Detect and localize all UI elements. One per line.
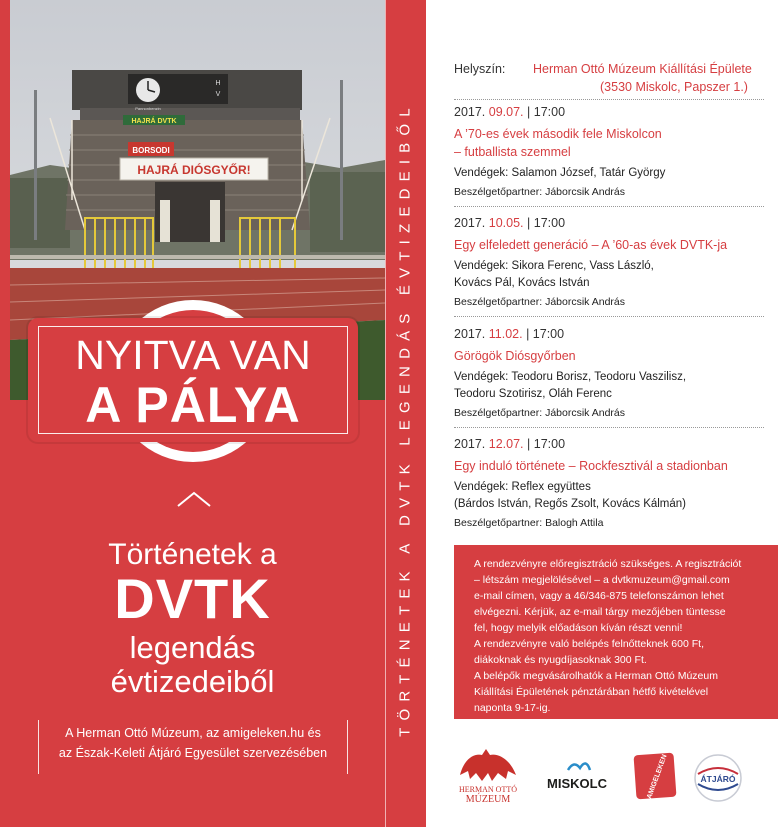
event-time: | 17:00 bbox=[527, 437, 566, 451]
event-guests: (Bárdos István, Regős Zsolt, Kovács Kálmán) bbox=[454, 498, 687, 510]
badge-title-line1: NYITVA VAN bbox=[75, 332, 311, 378]
herman-otto-muzeum-logo bbox=[452, 745, 524, 805]
registration-info-box bbox=[454, 545, 778, 719]
atjaro-logo bbox=[692, 752, 744, 804]
organizer-line2: az Észak-Keleti Átjáró Egyesület szervezésében bbox=[58, 746, 328, 760]
miskolc-logo bbox=[538, 756, 616, 794]
event-day: 12.07. bbox=[488, 437, 524, 451]
atjaro-logo-text: ÁTJÁRÓ bbox=[700, 774, 736, 784]
divider bbox=[454, 206, 764, 207]
partner-name: Jáborcsik András bbox=[545, 296, 626, 308]
chevron-up-icon bbox=[176, 490, 212, 508]
event-date bbox=[454, 105, 774, 125]
event-year: 2017. bbox=[454, 105, 486, 119]
event-date bbox=[454, 437, 774, 457]
program-panel bbox=[426, 0, 780, 827]
event-item bbox=[454, 437, 774, 531]
amigeleken-logo bbox=[633, 752, 677, 800]
venue-name: Herman Ottó Múzeum Kiállítási Épülete bbox=[533, 62, 752, 76]
badge-title-line2: A PÁLYA bbox=[85, 377, 301, 433]
event-year: 2017. bbox=[454, 216, 486, 230]
divider bbox=[454, 316, 764, 317]
divider bbox=[454, 99, 764, 100]
partner-name: Balogh Attila bbox=[545, 517, 604, 529]
info-line: naponta 9-17-ig. bbox=[474, 702, 551, 714]
event-guests: Vendégek: Sikora Ferenc, Vass László, bbox=[454, 260, 654, 272]
divider bbox=[454, 427, 764, 428]
info-line: elvégezni. Kérjük, az e-mail tárgy mezőjében tüntesse bbox=[474, 606, 726, 618]
event-guests: Kovács Pál, Kovács István bbox=[454, 277, 590, 289]
subtitle-line4: évtizedeiből bbox=[110, 664, 275, 699]
venue-address: (3530 Miskolc, Papszer 1.) bbox=[600, 80, 748, 94]
event-title-line: Görögök Diósgyőrben bbox=[454, 349, 576, 363]
info-line: A rendezvényre előregisztráció szükséges. A regisztrációt bbox=[474, 558, 742, 570]
organizer-line1: A Herman Ottó Múzeum, az amigeleken.hu és bbox=[65, 726, 321, 740]
poster-left-panel bbox=[0, 0, 385, 827]
partner-name: Jáborcsik András bbox=[545, 186, 626, 198]
event-item bbox=[454, 327, 774, 421]
event-guests: Vendégek: Teodoru Borisz, Teodoru Vaszilisz, bbox=[454, 371, 687, 383]
event-partner bbox=[454, 515, 774, 531]
event-title-line: – futballista szemmel bbox=[454, 145, 571, 159]
partner-label: Beszélgetőpartner: bbox=[454, 296, 543, 308]
info-line: fel, hogy melyik előadáson kíván részt venni! bbox=[474, 622, 683, 634]
info-line: diákoknak és nyugdíjasoknak 300 Ft. bbox=[474, 654, 647, 666]
partner-label: Beszélgetőpartner: bbox=[454, 186, 543, 198]
info-line: – létszám megjelölésével – a dvtkmuzeum@gmail.com bbox=[474, 574, 730, 586]
info-line: A belépők megvásárolhatók a Herman Ottó Múzeum bbox=[474, 670, 718, 682]
hv-sign-v: V bbox=[215, 91, 221, 98]
event-date bbox=[454, 216, 774, 236]
event-guests: Vendégek: Salamon József, Tatár György bbox=[454, 167, 666, 179]
event-time: | 17:00 bbox=[526, 327, 565, 341]
event-date bbox=[454, 327, 774, 347]
event-time: | 17:00 bbox=[527, 216, 566, 230]
vertical-title: TÖRTÉNETEK A DVTK LEGENDÁS ÉVTIZEDEIBŐL bbox=[396, 101, 414, 737]
event-item bbox=[454, 216, 774, 310]
hajra-small-sign: HAJRÁ DVTK bbox=[131, 118, 177, 125]
partner-label: Beszélgetőpartner: bbox=[454, 517, 543, 529]
miskolc-logo-text: MISKOLC bbox=[547, 776, 607, 791]
event-item bbox=[454, 105, 774, 200]
partner-name: Jáborcsik András bbox=[545, 407, 626, 419]
hv-sign: H bbox=[215, 80, 221, 87]
event-guests: Vendégek: Reflex együttes bbox=[454, 481, 591, 493]
borsodi-sign: BORSODI bbox=[132, 146, 170, 155]
info-line: Kiállítási Épületének pénztárában hétfő kivételével bbox=[474, 686, 709, 698]
info-line: e-mail címen, vagy a 46/346-875 telefonszámon lehet bbox=[474, 590, 724, 602]
event-title-line: A ’70-es évek második fele Miskolcon bbox=[454, 127, 662, 141]
partner-label: Beszélgetőpartner: bbox=[454, 407, 543, 419]
hajra-diosgyor-banner: HAJRÁ DIÓSGYŐR! bbox=[137, 163, 251, 177]
hom-logo-text2: MÚZEUM bbox=[465, 794, 511, 805]
event-title-line: Egy elfeledett generáció – A ’60-as évek DVTK-ja bbox=[454, 238, 728, 252]
event-day: 09.07. bbox=[488, 105, 524, 119]
clock-sub-sign: Pannonbenzin bbox=[135, 106, 161, 111]
info-line: A rendezvényre való belépés felnőtteknek 600 Ft, bbox=[474, 638, 704, 650]
subtitle-line1: Történetek a bbox=[108, 538, 277, 571]
amigeleken-logo-text: AMIGELEKEN bbox=[646, 753, 669, 800]
title-badge bbox=[28, 318, 358, 442]
event-guests: Teodoru Szotirisz, Oláh Ferenc bbox=[454, 388, 612, 400]
venue-label: Helyszín: bbox=[454, 62, 506, 76]
event-day: 11.02. bbox=[488, 327, 523, 341]
event-year: 2017. bbox=[454, 437, 486, 451]
hom-logo-text1: HERMAN OTTÓ bbox=[459, 785, 517, 794]
event-title-line: Egy induló története – Rockfesztivál a stadionban bbox=[454, 459, 728, 473]
event-partner bbox=[454, 405, 774, 421]
event-time: | 17:00 bbox=[527, 105, 566, 119]
event-day: 10.05. bbox=[488, 216, 524, 230]
event-partner bbox=[454, 294, 774, 310]
event-partner bbox=[454, 184, 774, 200]
subtitle-dvtk: DVTK bbox=[114, 567, 271, 630]
organizer-box bbox=[38, 720, 348, 774]
event-year: 2017. bbox=[454, 327, 486, 341]
subtitle-line3: legendás bbox=[129, 630, 256, 665]
